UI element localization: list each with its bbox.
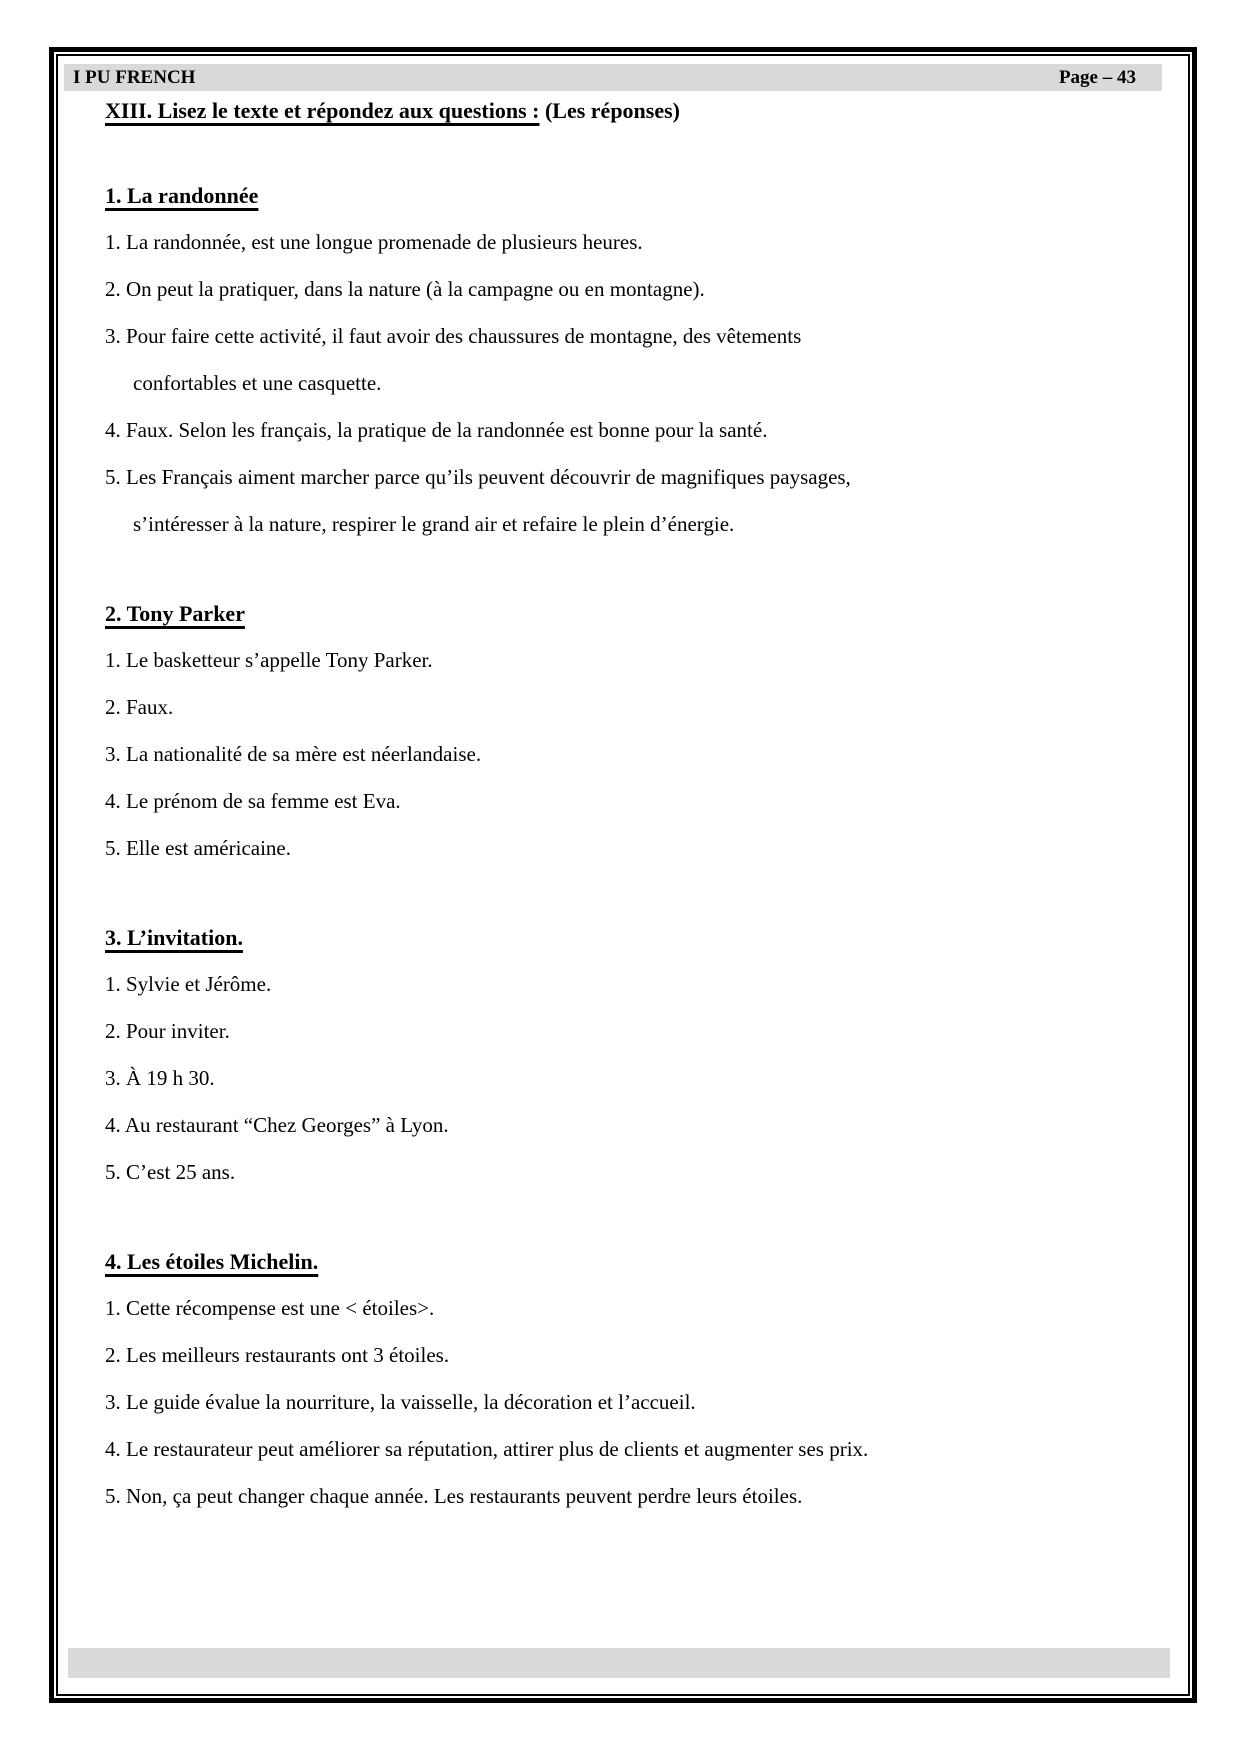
sections-container [105,172,1164,1520]
answer-line: 4. Le prénom de sa femme est Eva. [105,789,401,813]
answer-line: 5. Non, ça peut changer chaque année. Les restaurants peuvent perdre leurs étoiles. [105,1484,803,1508]
title-main: XIII. Lisez le texte et répondez aux questions : [105,98,540,123]
answer-line: 5. Les Français aiment marcher parce qu’ils peuvent découvrir de magnifiques paysages, [105,465,851,489]
answer-line: 3. Pour faire cette activité, il faut avoir des chaussures de montagne, des vêtements [105,324,802,348]
answer-line: 3. La nationalité de sa mère est néerlandaise. [105,742,482,766]
answer-line: 5. Elle est américaine. [105,836,291,860]
header-page-number: Page – 43 [1058,66,1136,88]
page-title [105,92,1164,130]
answer-line: 4. Au restaurant “Chez Georges” à Lyon. [105,1113,449,1137]
header-bar [64,64,1162,91]
answer-line: 3. À 19 h 30. [105,1066,215,1090]
footer-bar [68,1648,1170,1678]
answer-line: 2. Les meilleurs restaurants ont 3 étoiles. [105,1343,450,1367]
answer-section [105,590,1164,872]
answer-line: 1. Le basketteur s’appelle Tony Parker. [105,648,433,672]
answer-line: 2. Faux. [105,695,174,719]
section-heading-text: 1. La randonnée [105,183,259,208]
answers-content [105,92,1164,1520]
answer-line: 3. Le guide évalue la nourriture, la vaisselle, la décoration et l’accueil. [105,1390,696,1414]
page-border-inner [56,54,1190,1696]
answer-section [105,914,1164,1196]
section-heading-text: 4. Les étoiles Michelin. [105,1249,319,1274]
section-heading-text: 3. L’invitation. [105,925,243,950]
answer-section [105,172,1164,548]
answer-line: 2. On peut la pratiquer, dans la nature (à la campagne ou en montagne). [105,277,705,301]
answer-line: 1. Sylvie et Jérôme. [105,972,272,996]
section-heading-text: 2. Tony Parker [105,601,245,626]
section-heading [105,590,1164,637]
header-left-label: I PU FRENCH [73,66,196,88]
answer-line-continuation: s’intéresser à la nature, respirer le grand air et refaire le plein d’énergie. [133,512,735,536]
answer-line-continuation: confortables et une casquette. [133,371,382,395]
section-heading [105,914,1164,961]
section-heading [105,172,1164,219]
answer-line: 1. Cette récompense est une < étoiles>. [105,1296,435,1320]
answer-line: 5. C’est 25 ans. [105,1160,236,1184]
answer-line: 1. La randonnée, est une longue promenade de plusieurs heures. [105,230,643,254]
page-border-outer [49,47,1197,1703]
answer-line: 4. Le restaurateur peut améliorer sa réputation, attirer plus de clients et augmenter ses prix. [105,1437,869,1461]
answer-line: 2. Pour inviter. [105,1019,230,1043]
answer-line: 4. Faux. Selon les français, la pratique de la randonnée est bonne pour la santé. [105,418,768,442]
answer-section [105,1238,1164,1520]
section-heading [105,1238,1164,1285]
title-suffix: (Les réponses) [539,98,681,123]
